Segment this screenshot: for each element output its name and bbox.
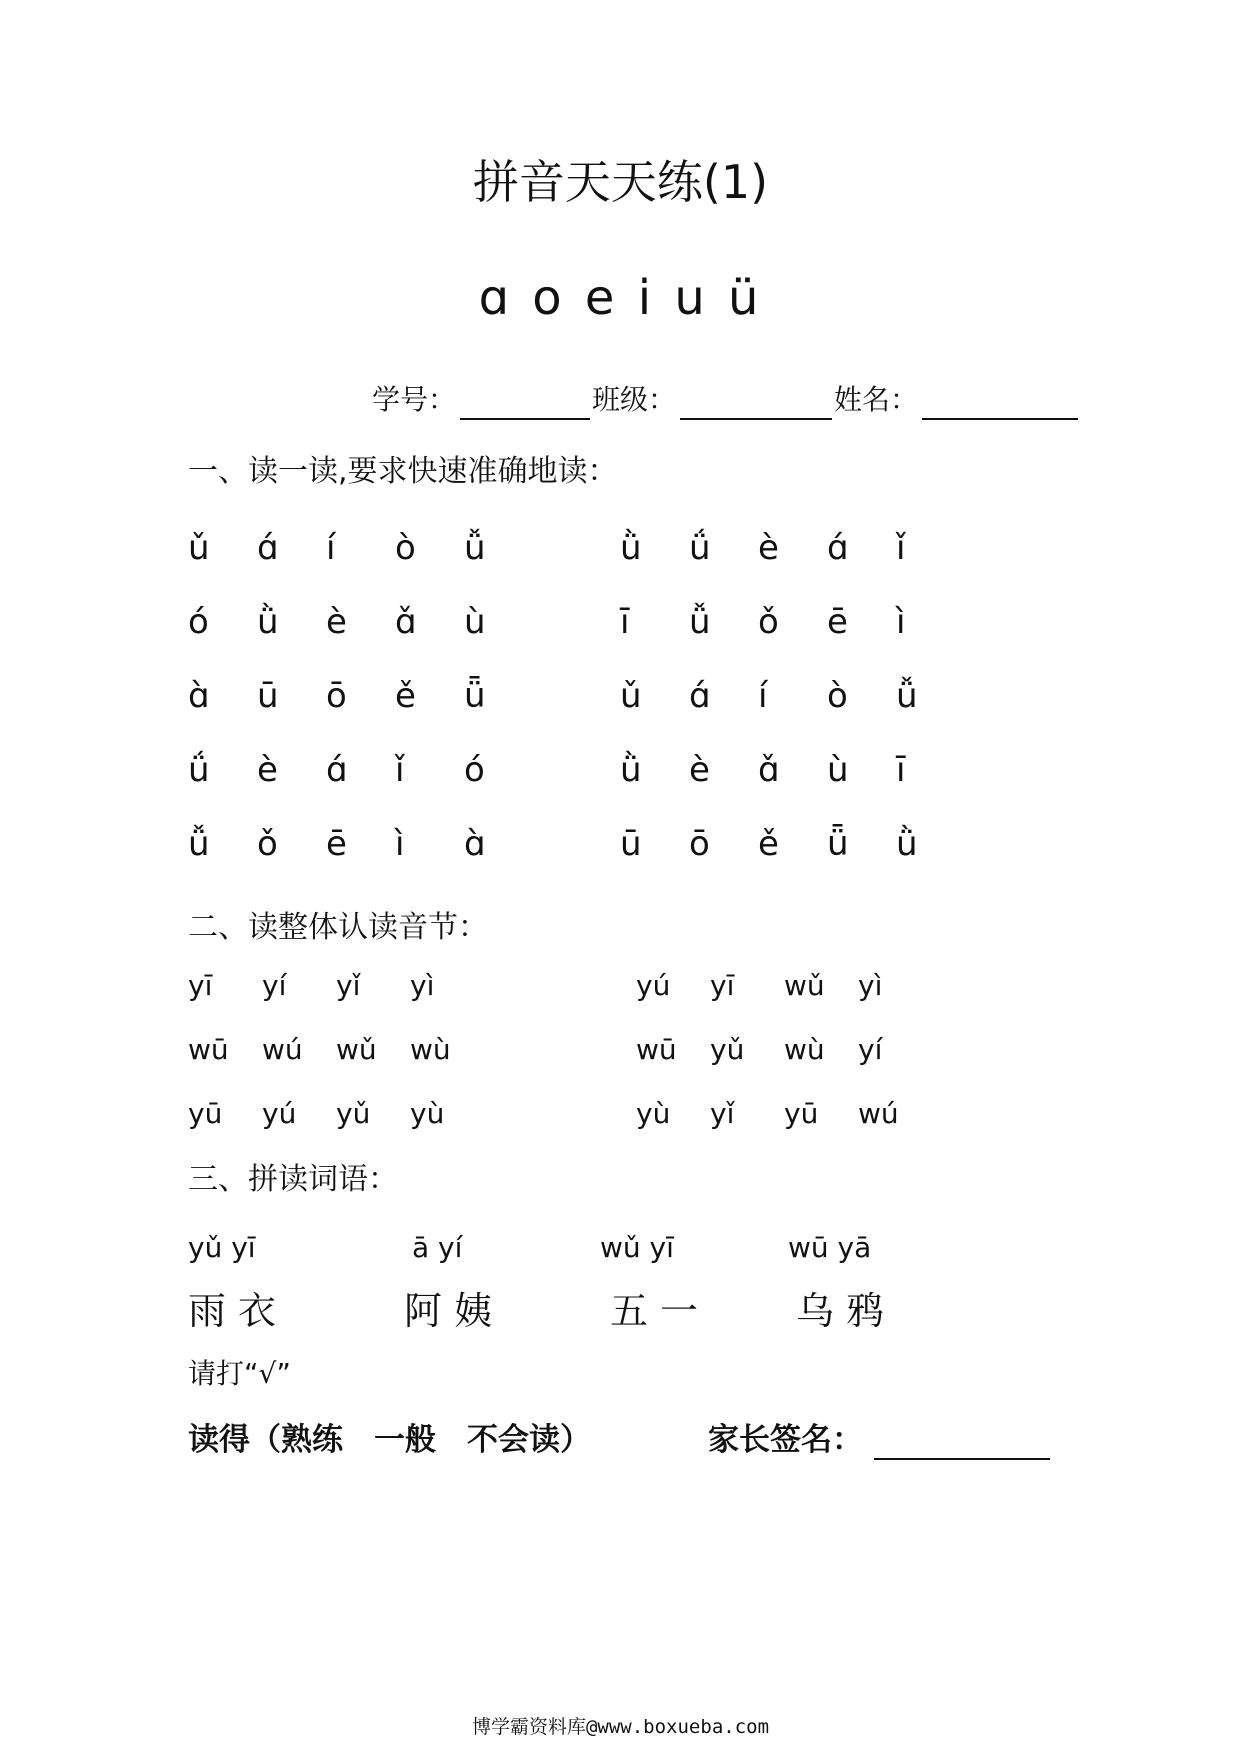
pinyin-item: yī	[710, 969, 735, 1002]
pinyin-item: yú	[636, 969, 671, 1002]
section3-heading: 三、拼读词语：	[188, 1162, 398, 1197]
pinyin-item: ǔ	[620, 676, 642, 716]
pinyin-item: ɑ̀	[188, 676, 210, 716]
pinyin-item: ū	[257, 676, 279, 716]
pinyin-item: yì	[410, 969, 435, 1002]
pinyin-item: yì	[858, 969, 883, 1002]
pinyin-item: wǔ	[784, 969, 825, 1002]
pinyin-item: è	[758, 528, 779, 568]
word-pinyin: yǔ yī	[188, 1231, 256, 1264]
word-pinyin: ā yí	[412, 1231, 463, 1264]
pinyin-item: ɑ̀	[464, 824, 486, 864]
parent-signature-field[interactable]	[874, 1424, 1050, 1460]
pinyin-item: wú	[262, 1033, 303, 1066]
pinyin-item: wù	[410, 1033, 451, 1066]
pinyin-item: ě	[758, 824, 779, 864]
pinyin-item: ō	[326, 676, 347, 716]
name-field[interactable]	[922, 384, 1078, 420]
pinyin-item: yù	[410, 1097, 445, 1130]
pinyin-item: ī	[620, 602, 630, 642]
word-hanzi: 雨衣	[188, 1289, 289, 1333]
pinyin-item: wū	[636, 1033, 677, 1066]
pinyin-item: wù	[784, 1033, 825, 1066]
pinyin-item: ò	[395, 528, 416, 568]
pinyin-item: ī	[896, 750, 906, 790]
pinyin-item: ɑ́	[326, 750, 348, 790]
pinyin-item: ǜ	[620, 528, 642, 568]
pinyin-item: ɑ́	[689, 676, 711, 716]
pinyin-item: ù	[827, 750, 849, 790]
pinyin-item: ō	[689, 824, 710, 864]
pinyin-item: yǐ	[710, 1097, 735, 1130]
pinyin-item: ɑ́	[257, 528, 279, 568]
pinyin-item: wū	[188, 1033, 229, 1066]
pinyin-item: ó	[464, 750, 485, 790]
pinyin-item: ɑ̌	[395, 602, 417, 642]
pinyin-item: ě	[395, 676, 416, 716]
pinyin-item: wú	[858, 1097, 899, 1130]
pinyin-item: ǚ	[689, 602, 711, 642]
worksheet-title: 拼音天天练(1)	[472, 155, 769, 209]
pinyin-item: yǐ	[336, 969, 361, 1002]
pinyin-item: ì	[896, 602, 906, 642]
pinyin-item: ǘ	[689, 528, 711, 568]
student-no-label: 学号：	[372, 383, 457, 416]
pinyin-item: yí	[262, 969, 287, 1002]
section2-heading: 二、读整体认读音节：	[188, 910, 488, 945]
pinyin-item: è	[257, 750, 278, 790]
pinyin-item: ū	[620, 824, 642, 864]
pinyin-item: ē	[326, 824, 347, 864]
pinyin-item: ǚ	[464, 528, 486, 568]
parent-signature-label: 家长签名：	[708, 1422, 863, 1458]
pinyin-item: yù	[636, 1097, 671, 1130]
pinyin-item: wǔ	[336, 1033, 377, 1066]
pinyin-item: í	[326, 528, 336, 568]
class-field[interactable]	[680, 384, 832, 420]
pinyin-item: í	[758, 676, 768, 716]
site-watermark: 博学霸资料库@www.boxueba.com	[471, 1716, 770, 1738]
student-no-field[interactable]	[460, 384, 590, 420]
pinyin-item: yī	[188, 969, 213, 1002]
vowel-list: ɑ o e i u ü	[478, 270, 763, 326]
pinyin-item: ó	[188, 602, 209, 642]
pinyin-item: è	[689, 750, 710, 790]
pinyin-item: ǔ	[188, 528, 210, 568]
name-label: 姓名：	[834, 383, 919, 416]
pinyin-item: ǚ	[188, 824, 210, 864]
check-note: 请打“√”	[188, 1357, 291, 1390]
pinyin-item: ǖ	[464, 676, 486, 716]
pinyin-item: ǜ	[257, 602, 279, 642]
pinyin-item: yú	[262, 1097, 297, 1130]
word-pinyin: wǔ yī	[600, 1231, 674, 1264]
word-hanzi: 乌鸦	[796, 1289, 897, 1333]
pinyin-item: ǒ	[257, 824, 278, 864]
pinyin-item: yū	[188, 1097, 223, 1130]
pinyin-item: ǒ	[758, 602, 779, 642]
section1-heading: 一、读一读,要求快速准确地读：	[188, 454, 618, 489]
pinyin-item: ǜ	[896, 824, 918, 864]
pinyin-item: yū	[784, 1097, 819, 1130]
word-pinyin: wū yā	[788, 1231, 872, 1264]
class-label: 班级：	[592, 383, 677, 416]
pinyin-item: yǔ	[336, 1097, 371, 1130]
pinyin-item: ò	[827, 676, 848, 716]
pinyin-item: ǐ	[395, 750, 405, 790]
pinyin-item: ǚ	[896, 676, 918, 716]
pinyin-item: è	[326, 602, 347, 642]
pinyin-item: ǐ	[896, 528, 906, 568]
pinyin-item: ē	[827, 602, 848, 642]
pinyin-item: ɑ̌	[758, 750, 780, 790]
pinyin-item: ǜ	[620, 750, 642, 790]
pinyin-item: yǔ	[710, 1033, 745, 1066]
word-hanzi: 五一	[610, 1289, 711, 1333]
pinyin-item: ɑ́	[827, 528, 849, 568]
pinyin-item: ǖ	[827, 824, 849, 864]
word-hanzi: 阿姨	[404, 1289, 505, 1333]
pinyin-item: ǘ	[188, 750, 210, 790]
pinyin-item: yí	[858, 1033, 883, 1066]
pinyin-item: ù	[464, 602, 486, 642]
reading-status: 读得（熟练 一般 不会读）	[188, 1422, 591, 1458]
pinyin-item: ì	[395, 824, 405, 864]
